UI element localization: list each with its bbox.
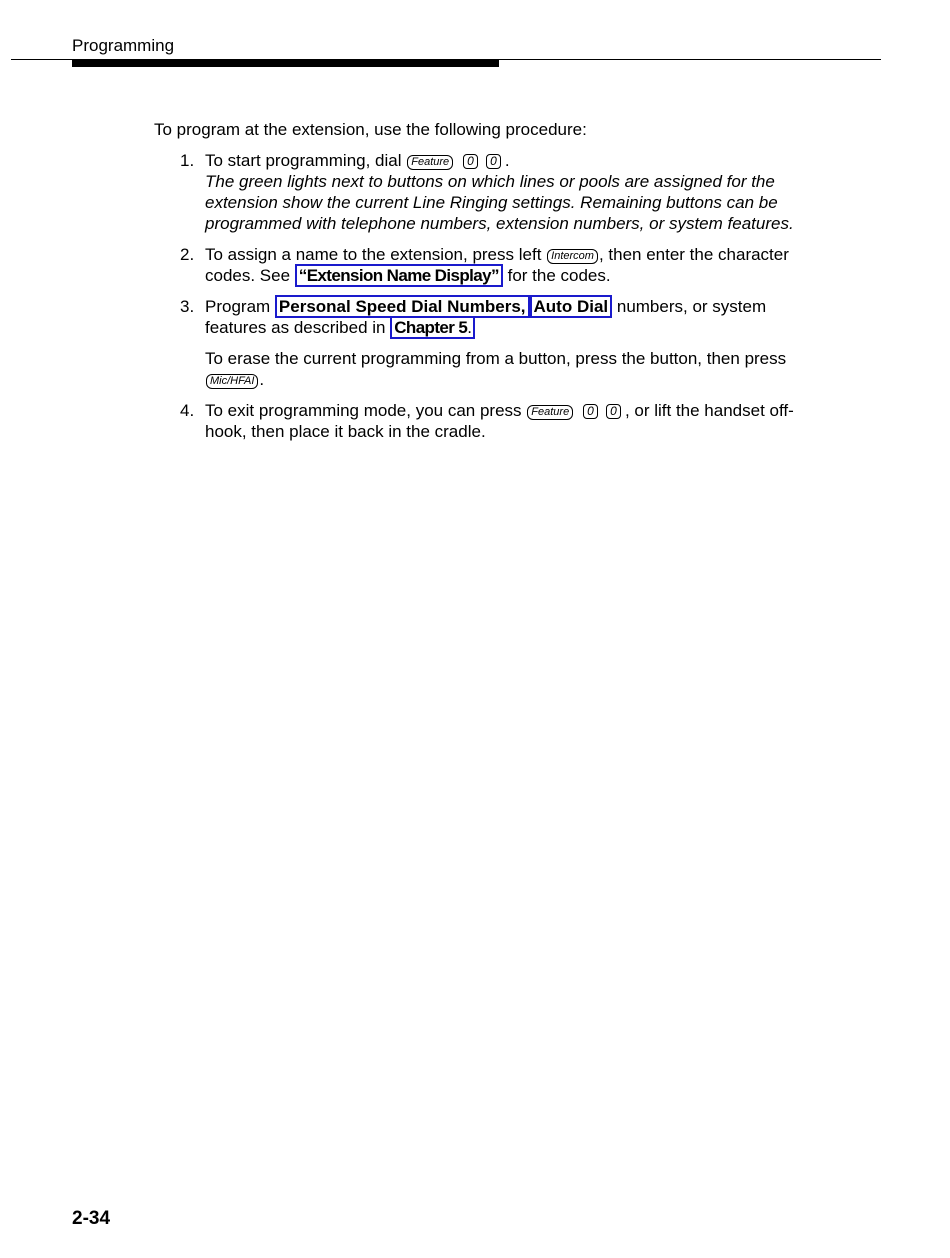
- procedure-section: [154, 119, 794, 452]
- step-text: , or lift the handset off-hook, then place it back in the cradle.: [205, 401, 794, 441]
- step-subnote: [205, 348, 794, 390]
- personal-speed-dial-link[interactable]: Personal Speed Dial Numbers,: [275, 295, 530, 318]
- header-bar: [72, 60, 499, 67]
- intercom-key-icon: Intercom: [547, 249, 598, 264]
- step-number: 4.: [180, 401, 195, 420]
- feature-key-icon: Feature: [527, 405, 573, 420]
- chapter-5-label: Chapter 5: [394, 318, 468, 337]
- step-number: 3.: [180, 297, 195, 316]
- running-header: Programming: [72, 36, 175, 55]
- step-number: 2.: [180, 245, 195, 264]
- zero-key-icon: 0: [463, 154, 478, 169]
- step-text: , then enter the character codes. See: [205, 245, 789, 285]
- feature-key-icon: Feature: [407, 155, 453, 170]
- page-number: 2-34: [72, 1208, 111, 1229]
- step-4: [154, 400, 794, 442]
- step-text: To assign a name to the extension, press left: [205, 245, 542, 264]
- mic-hfai-key-icon: Mic/HFAI: [206, 374, 258, 389]
- zero-key-icon: 0: [583, 404, 598, 419]
- step-text: numbers, or system features as described in: [205, 297, 767, 337]
- chapter-5-period: .: [467, 318, 472, 337]
- step-text: To start programming, dial: [205, 151, 402, 170]
- zero-key-icon: 0: [486, 154, 501, 169]
- step-text: Program: [205, 297, 271, 316]
- intro-paragraph: To program at the extension, use the following procedure:: [154, 120, 587, 139]
- step-text: To erase the current programming from a button, press the button, then press: [205, 349, 787, 368]
- step-1: [154, 150, 794, 234]
- step-note: The green lights next to buttons on which lines or pools are assigned for the extension show the current Line Ringing settings. Remaining buttons can be programmed with telephone numbers, extension numbers, or system features.: [205, 172, 794, 233]
- step-text: .: [504, 151, 510, 170]
- zero-key-icon: 0: [606, 404, 621, 419]
- step-2: [154, 244, 794, 286]
- auto-dial-link[interactable]: Auto Dial: [530, 295, 613, 318]
- step-text: .: [259, 370, 265, 389]
- step-3: [154, 296, 794, 390]
- step-text: To exit programming mode, you can press: [205, 401, 522, 420]
- step-number: 1.: [180, 151, 195, 170]
- step-text: for the codes.: [507, 266, 611, 285]
- chapter-5-link[interactable]: [390, 316, 475, 339]
- procedure-steps: [154, 150, 794, 442]
- extension-name-display-link[interactable]: “Extension Name Display”: [295, 264, 503, 287]
